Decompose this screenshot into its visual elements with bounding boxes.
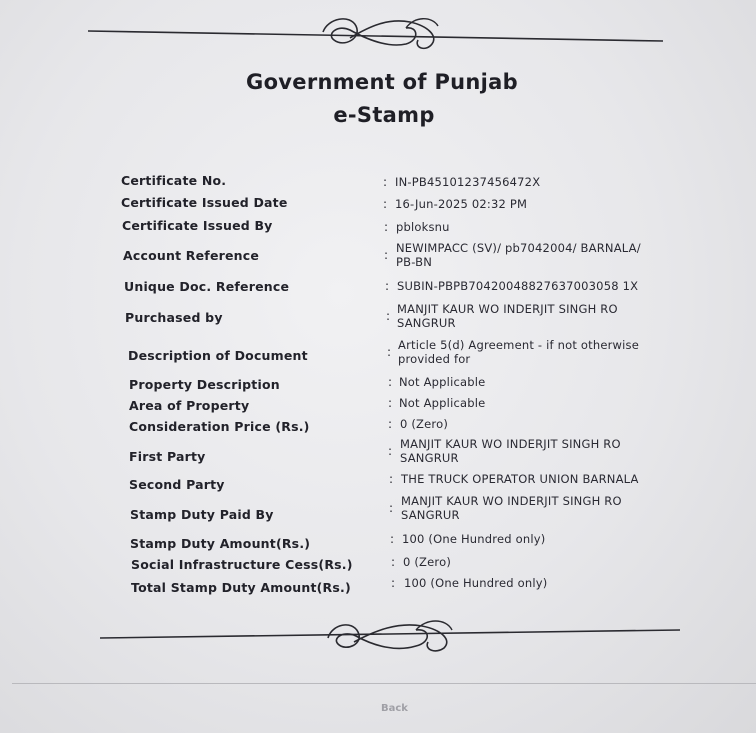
page-title: Government of Punjab	[246, 70, 518, 94]
field-separator: :	[383, 197, 388, 211]
field-separator: :	[385, 279, 390, 293]
field-separator: :	[388, 375, 393, 389]
field-label: Unique Doc. Reference	[124, 279, 290, 294]
page-subtitle: e-Stamp	[333, 103, 435, 127]
bottom-ornament	[100, 608, 685, 658]
field-label: Certificate No.	[121, 173, 227, 188]
field-separator: :	[387, 345, 392, 359]
field-label: Property Description	[129, 377, 280, 392]
field-separator: :	[384, 248, 389, 262]
field-separator: :	[388, 417, 393, 431]
field-separator: :	[391, 555, 396, 569]
field-value: Article 5(d) Agreement - if not otherwise	[398, 338, 640, 352]
field-label: Stamp Duty Paid By	[130, 507, 274, 522]
field-label: Total Stamp Duty Amount(Rs.)	[131, 580, 351, 595]
field-label: Certificate Issued Date	[121, 195, 288, 210]
field-value: 100 (One Hundred only)	[404, 576, 548, 590]
field-value: Not Applicable	[399, 375, 486, 389]
field-value: Not Applicable	[399, 396, 486, 410]
field-value: MANJIT KAUR WO INDERJIT SINGH RO	[397, 302, 618, 316]
field-value: MANJIT KAUR WO INDERJIT SINGH RO	[400, 437, 621, 451]
field-separator: :	[388, 444, 393, 458]
field-label: Description of Document	[128, 348, 308, 363]
field-value: SANGRUR	[401, 508, 460, 522]
footer-divider	[12, 683, 756, 684]
field-value: 100 (One Hundred only)	[402, 532, 546, 546]
field-label: First Party	[129, 449, 206, 464]
field-separator: :	[388, 396, 393, 410]
field-value: SUBIN-PBPB70420048827637003058 1X	[397, 279, 639, 293]
field-value: pbloksnu	[396, 220, 450, 234]
field-value: provided for	[398, 352, 471, 366]
field-separator: :	[383, 175, 388, 189]
field-value: SANGRUR	[397, 316, 456, 330]
field-label: Second Party	[129, 477, 225, 492]
field-separator: :	[384, 220, 389, 234]
field-label: Purchased by	[125, 310, 223, 325]
field-label: Consideration Price (Rs.)	[129, 419, 310, 434]
field-value: 16-Jun-2025 02:32 PM	[395, 197, 528, 211]
field-separator: :	[391, 576, 396, 590]
field-value: SANGRUR	[400, 451, 459, 465]
top-ornament	[88, 8, 668, 58]
field-separator: :	[390, 532, 395, 546]
field-value: THE TRUCK OPERATOR UNION BARNALA	[401, 472, 639, 486]
field-value: MANJIT KAUR WO INDERJIT SINGH RO	[401, 494, 622, 508]
field-separator: :	[389, 501, 394, 515]
field-value: 0 (Zero)	[403, 555, 452, 569]
field-separator: :	[389, 472, 394, 486]
field-label: Certificate Issued By	[122, 218, 273, 233]
field-label: Account Reference	[123, 248, 260, 263]
field-value: NEWIMPACC (SV)/ pb7042004/ BARNALA/	[396, 241, 641, 255]
back-button[interactable]: Back	[381, 703, 408, 714]
field-value: 0 (Zero)	[400, 417, 449, 431]
field-label: Stamp Duty Amount(Rs.)	[130, 536, 311, 551]
field-value: PB-BN	[396, 255, 433, 269]
field-separator: :	[386, 309, 391, 323]
field-label: Social Infrastructure Cess(Rs.)	[131, 557, 353, 572]
field-label: Area of Property	[129, 398, 250, 413]
field-value: IN-PB45101237456472X	[395, 175, 541, 189]
